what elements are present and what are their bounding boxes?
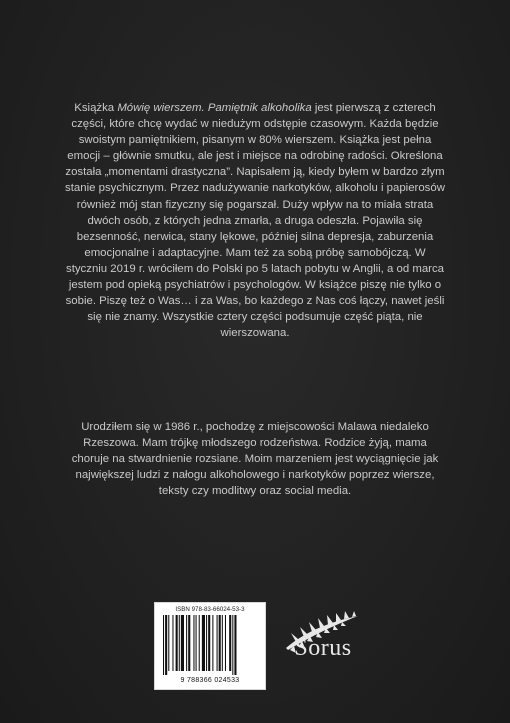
barcode-bar <box>193 615 194 671</box>
description-intro: Książka <box>74 102 118 114</box>
book-title: Mówię wierszem. Pamiętnik alkoholika <box>117 102 312 114</box>
barcode <box>161 615 259 675</box>
publisher-logo-text: Sorus <box>294 635 352 661</box>
author-bio: Urodziłem się w 1986 r., pochodzę z miejscowości Malawa niedaleko Rzeszowa. Mam trójkę młodszego rodzeństwa. Rodzice żyją, mama choruje na stwardnienie rozsiane. Moim marzeniem jest wyciągnięcie jak największej ludzi z nałogu alkoholowego i narkotyków poprzez wiersze, teksty czy modlitwy oraz social media. <box>71 421 439 498</box>
barcode-bar <box>202 615 205 671</box>
barcode-bar <box>217 615 218 671</box>
barcode-bar <box>212 615 213 671</box>
barcode-bar <box>232 615 233 675</box>
barcode-bar <box>165 615 167 675</box>
barcode-bar <box>168 615 169 671</box>
barcode-bar <box>206 615 207 671</box>
barcode-bar <box>181 615 184 671</box>
barcode-bar <box>196 615 197 671</box>
isbn-barcode-block <box>154 602 266 690</box>
barcode-bar <box>163 615 164 675</box>
barcode-bar <box>234 615 236 675</box>
description-body: jest pierwszą z czterech części, które chcę wydać w niedużym odstępie czasowym. Każda będzie swoistym pamiętnikiem, pisanym w 80% wierszem. Książka jest pełna emocji – głównie smutku, ale jest i miejsce na odrobinę radości. Określona została „momentami drastyczna”. Napisałem ją, kiedy byłem w bardzo złym stanie psychicznym. Przez nadużywanie narkotyków, alkoholu i papierosów również mój stan fizyczny się pogarszał. Duży wpływ na to miała strata dwóch osób, z których jedna zmarła, a druga odeszła. Pojawiła się bezsenność, nerwica, stany lękowe, później silna depresja, zaburzenia emocjonalne i adaptacyjne. Mam też za sobą próbę samobójczą. W styczniu 2019 r. wróciłem do Polski po 5 latach pobytu w Anglii, a od marca jestem pod opieką psychiatrów i psychologów. W książce piszę nie tylko o sobie. Piszę też o Was… i za Was, bo każdego z Nas coś łączy, nawet jeśli się nie znamy. Wszystkie cztery części podsumuje część piąta, nie wierszowana. <box>65 102 445 340</box>
isbn-label: ISBN 978-83-66024-53-3 <box>175 606 245 613</box>
barcode-bar <box>219 615 221 671</box>
barcode-bar <box>176 615 178 671</box>
barcode-bar <box>186 615 187 671</box>
barcode-bar <box>179 615 180 671</box>
barcode-bar <box>172 615 173 671</box>
barcode-bar <box>229 615 231 671</box>
barcode-bar <box>199 615 200 671</box>
barcode-bar <box>225 615 226 671</box>
barcode-digits: 9 788366 024533 <box>180 677 240 684</box>
barcode-bar <box>222 615 223 671</box>
barcode-bar <box>188 615 190 671</box>
barcode-bar <box>208 615 210 671</box>
book-description <box>64 100 446 341</box>
